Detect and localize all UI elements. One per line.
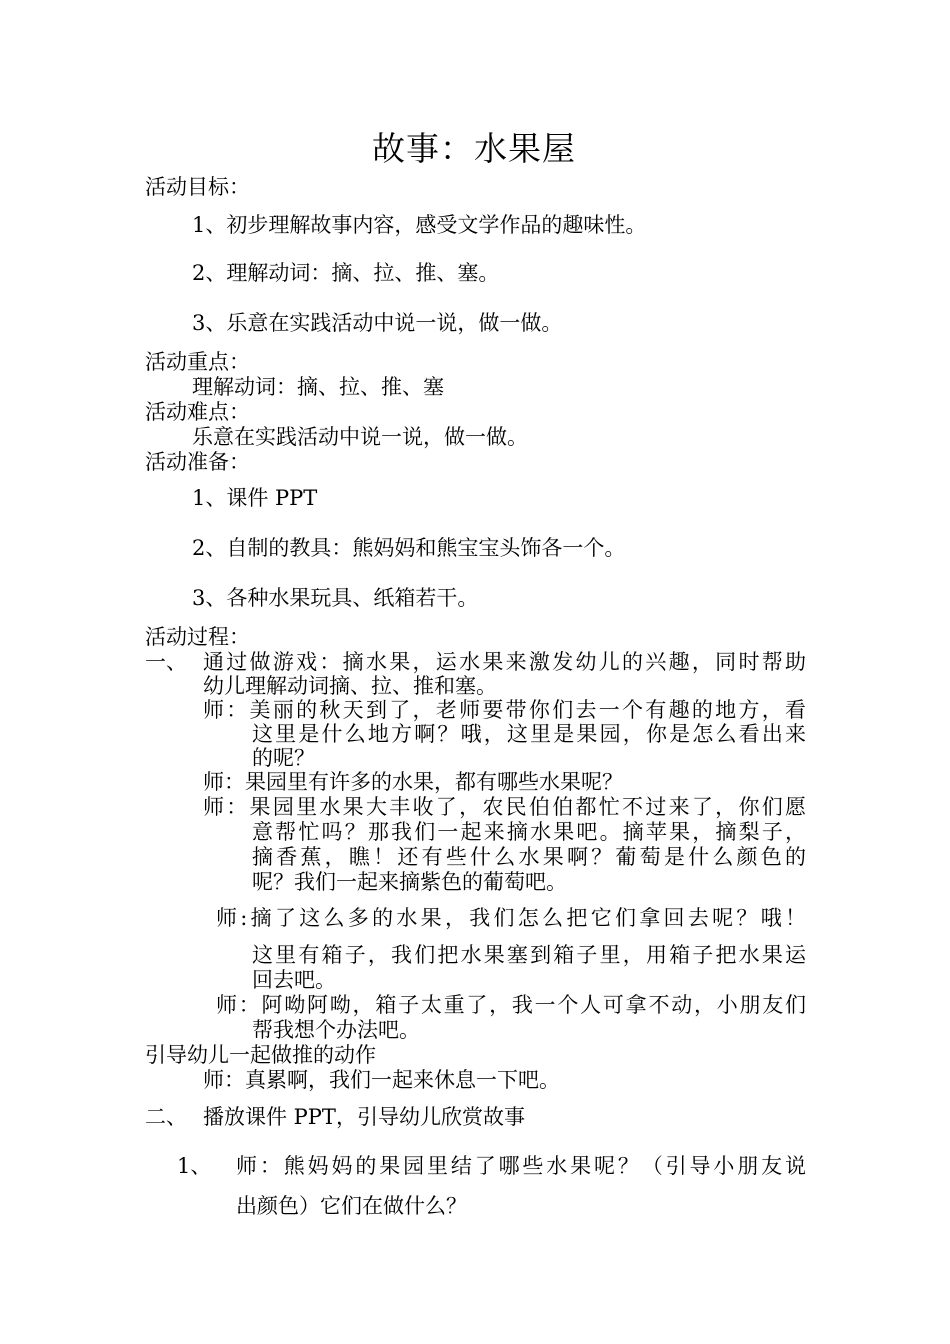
goals-heading: 活动目标： [145, 175, 250, 199]
preparation-item-2: 2、自制的教具：熊妈妈和熊宝宝头饰各一个。 [192, 536, 626, 560]
section-2-marker: 二、 [145, 1105, 187, 1129]
focus-heading: 活动重点： [145, 350, 250, 374]
dialogue-1-line-1: 师：美丽的秋天到了，老师要带你们去一个有趣的地方，看 [203, 698, 806, 722]
difficulty-heading: 活动难点： [145, 400, 250, 424]
difficulty-text: 乐意在实践活动中说一说，做一做。 [192, 425, 528, 449]
preparation-item-3: 3、各种水果玩具、纸箱若干。 [192, 586, 479, 610]
section-1-line-1: 通过做游戏：摘水果，运水果来激发幼儿的兴趣，同时帮助 [203, 650, 806, 674]
section-1-line-2: 幼儿理解动词摘、拉、推和塞。 [203, 674, 497, 698]
dialogue-4-line-1: 师:摘了这么多的水果，我们怎么把它们拿回去呢？哦！ [216, 906, 806, 930]
process-heading: 活动过程： [145, 625, 250, 649]
section-1-marker: 一、 [145, 650, 187, 674]
dialogue-3-line-1: 师：果园里水果大丰收了，农民伯伯都忙不过来了，你们愿 [203, 795, 806, 819]
dialogue-3-line-3: 摘香蕉，瞧！还有些什么水果啊？葡萄是什么颜色的 [252, 845, 806, 869]
page-title: 故事：水果屋 [372, 129, 576, 168]
section-2-item-1-marker: 1、 [177, 1154, 212, 1178]
dialogue-1-line-3: 的呢？ [252, 746, 315, 770]
dialogue-3-line-4: 呢？我们一起来摘紫色的葡萄吧。 [252, 870, 567, 894]
guide-text: 引导幼儿一起做推的动作 [145, 1043, 376, 1067]
goal-item-2: 2、理解动词：摘、拉、推、塞。 [192, 261, 500, 285]
preparation-item-1: 1、课件 PPT [192, 486, 318, 510]
goal-item-1: 1、初步理解故事内容，感受文学作品的趣味性。 [192, 213, 647, 237]
dialogue-1-line-2: 这里是什么地方啊？哦，这里是果园，你是怎么看出来 [252, 722, 806, 746]
dialogue-6: 师：真累啊，我们一起来休息一下吧。 [203, 1068, 560, 1092]
dialogue-3-line-2: 意帮忙吗？那我们一起来摘水果吧。摘苹果，摘梨子， [252, 820, 806, 844]
section-2-item-1-line-2: 出颜色）它们在做什么？ [236, 1194, 467, 1218]
dialogue-5-line-1: 师：阿呦阿呦，箱子太重了，我一个人可拿不动，小朋友们 [216, 993, 806, 1017]
dialogue-4-line-2: 这里有箱子，我们把水果塞到箱子里，用箱子把水果运 [252, 943, 806, 967]
dialogue-2: 师：果园里有许多的水果，都有哪些水果呢？ [203, 770, 623, 794]
dialogue-4-line-3: 回去吧。 [252, 968, 336, 992]
section-2-text: 播放课件 PPT，引导幼儿欣赏故事 [203, 1105, 525, 1129]
dialogue-5-line-2: 帮我想个办法吧。 [252, 1018, 420, 1042]
section-2-item-1-line-1: 师：熊妈妈的果园里结了哪些水果呢？（引导小朋友说 [236, 1154, 806, 1178]
preparation-heading: 活动准备： [145, 450, 250, 474]
focus-text: 理解动词：摘、拉、推、塞 [192, 375, 444, 399]
goal-item-3: 3、乐意在实践活动中说一说，做一做。 [192, 311, 563, 335]
